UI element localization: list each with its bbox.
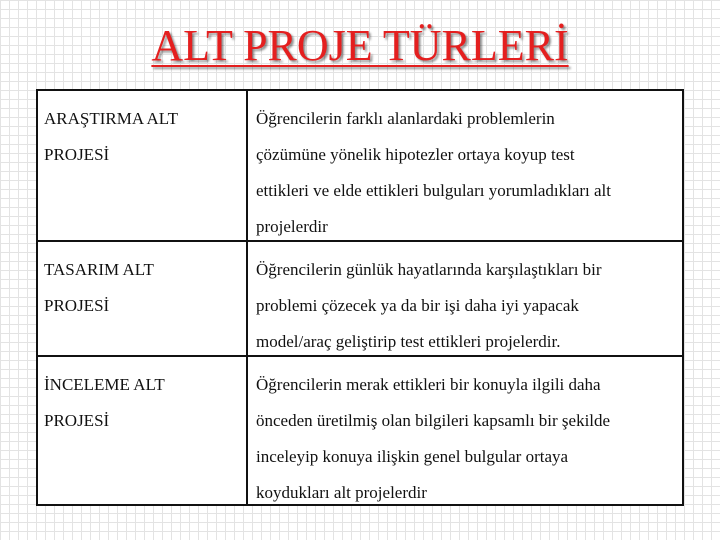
project-types-table xyxy=(36,89,684,506)
project-type-cell: TASARIM ALT PROJESİ xyxy=(38,242,248,355)
project-description-cell xyxy=(248,242,682,355)
description-line: projelerdir xyxy=(256,217,328,236)
project-description-cell xyxy=(248,91,682,240)
description-line: inceleyip konuya ilişkin genel bulgular ortaya xyxy=(256,447,569,466)
description-line: model/araç geliştirip test ettikleri projelerdir. xyxy=(256,332,561,351)
table-row xyxy=(38,357,682,504)
project-type-cell: İNCELEME ALT PROJESİ xyxy=(38,357,248,504)
description-line: Öğrencilerin merak ettikleri bir konuyla ilgili daha xyxy=(256,375,601,394)
table-row xyxy=(38,242,682,357)
description-line: ettikleri ve elde ettikleri bulguları yorumladıkları alt xyxy=(256,181,611,200)
description-line: problemi çözecek ya da bir işi daha iyi yapacak xyxy=(256,296,579,315)
page-title: ALT PROJE TÜRLERİ xyxy=(151,21,569,70)
description-line: Öğrencilerin günlük hayatlarında karşılaştıkları bir xyxy=(256,260,602,279)
project-type-cell: ARAŞTIRMA ALT PROJESİ xyxy=(38,91,248,240)
description-line: Öğrencilerin farklı alanlardaki problemlerin xyxy=(256,109,555,128)
description-line: çözümüne yönelik hipotezler ortaya koyup test xyxy=(256,145,575,164)
project-description-cell xyxy=(248,357,682,504)
table-row xyxy=(38,91,682,242)
description-line: koydukları alt projelerdir xyxy=(256,483,427,502)
description-line: önceden üretilmiş olan bilgileri kapsamlı bir şekilde xyxy=(256,411,611,430)
